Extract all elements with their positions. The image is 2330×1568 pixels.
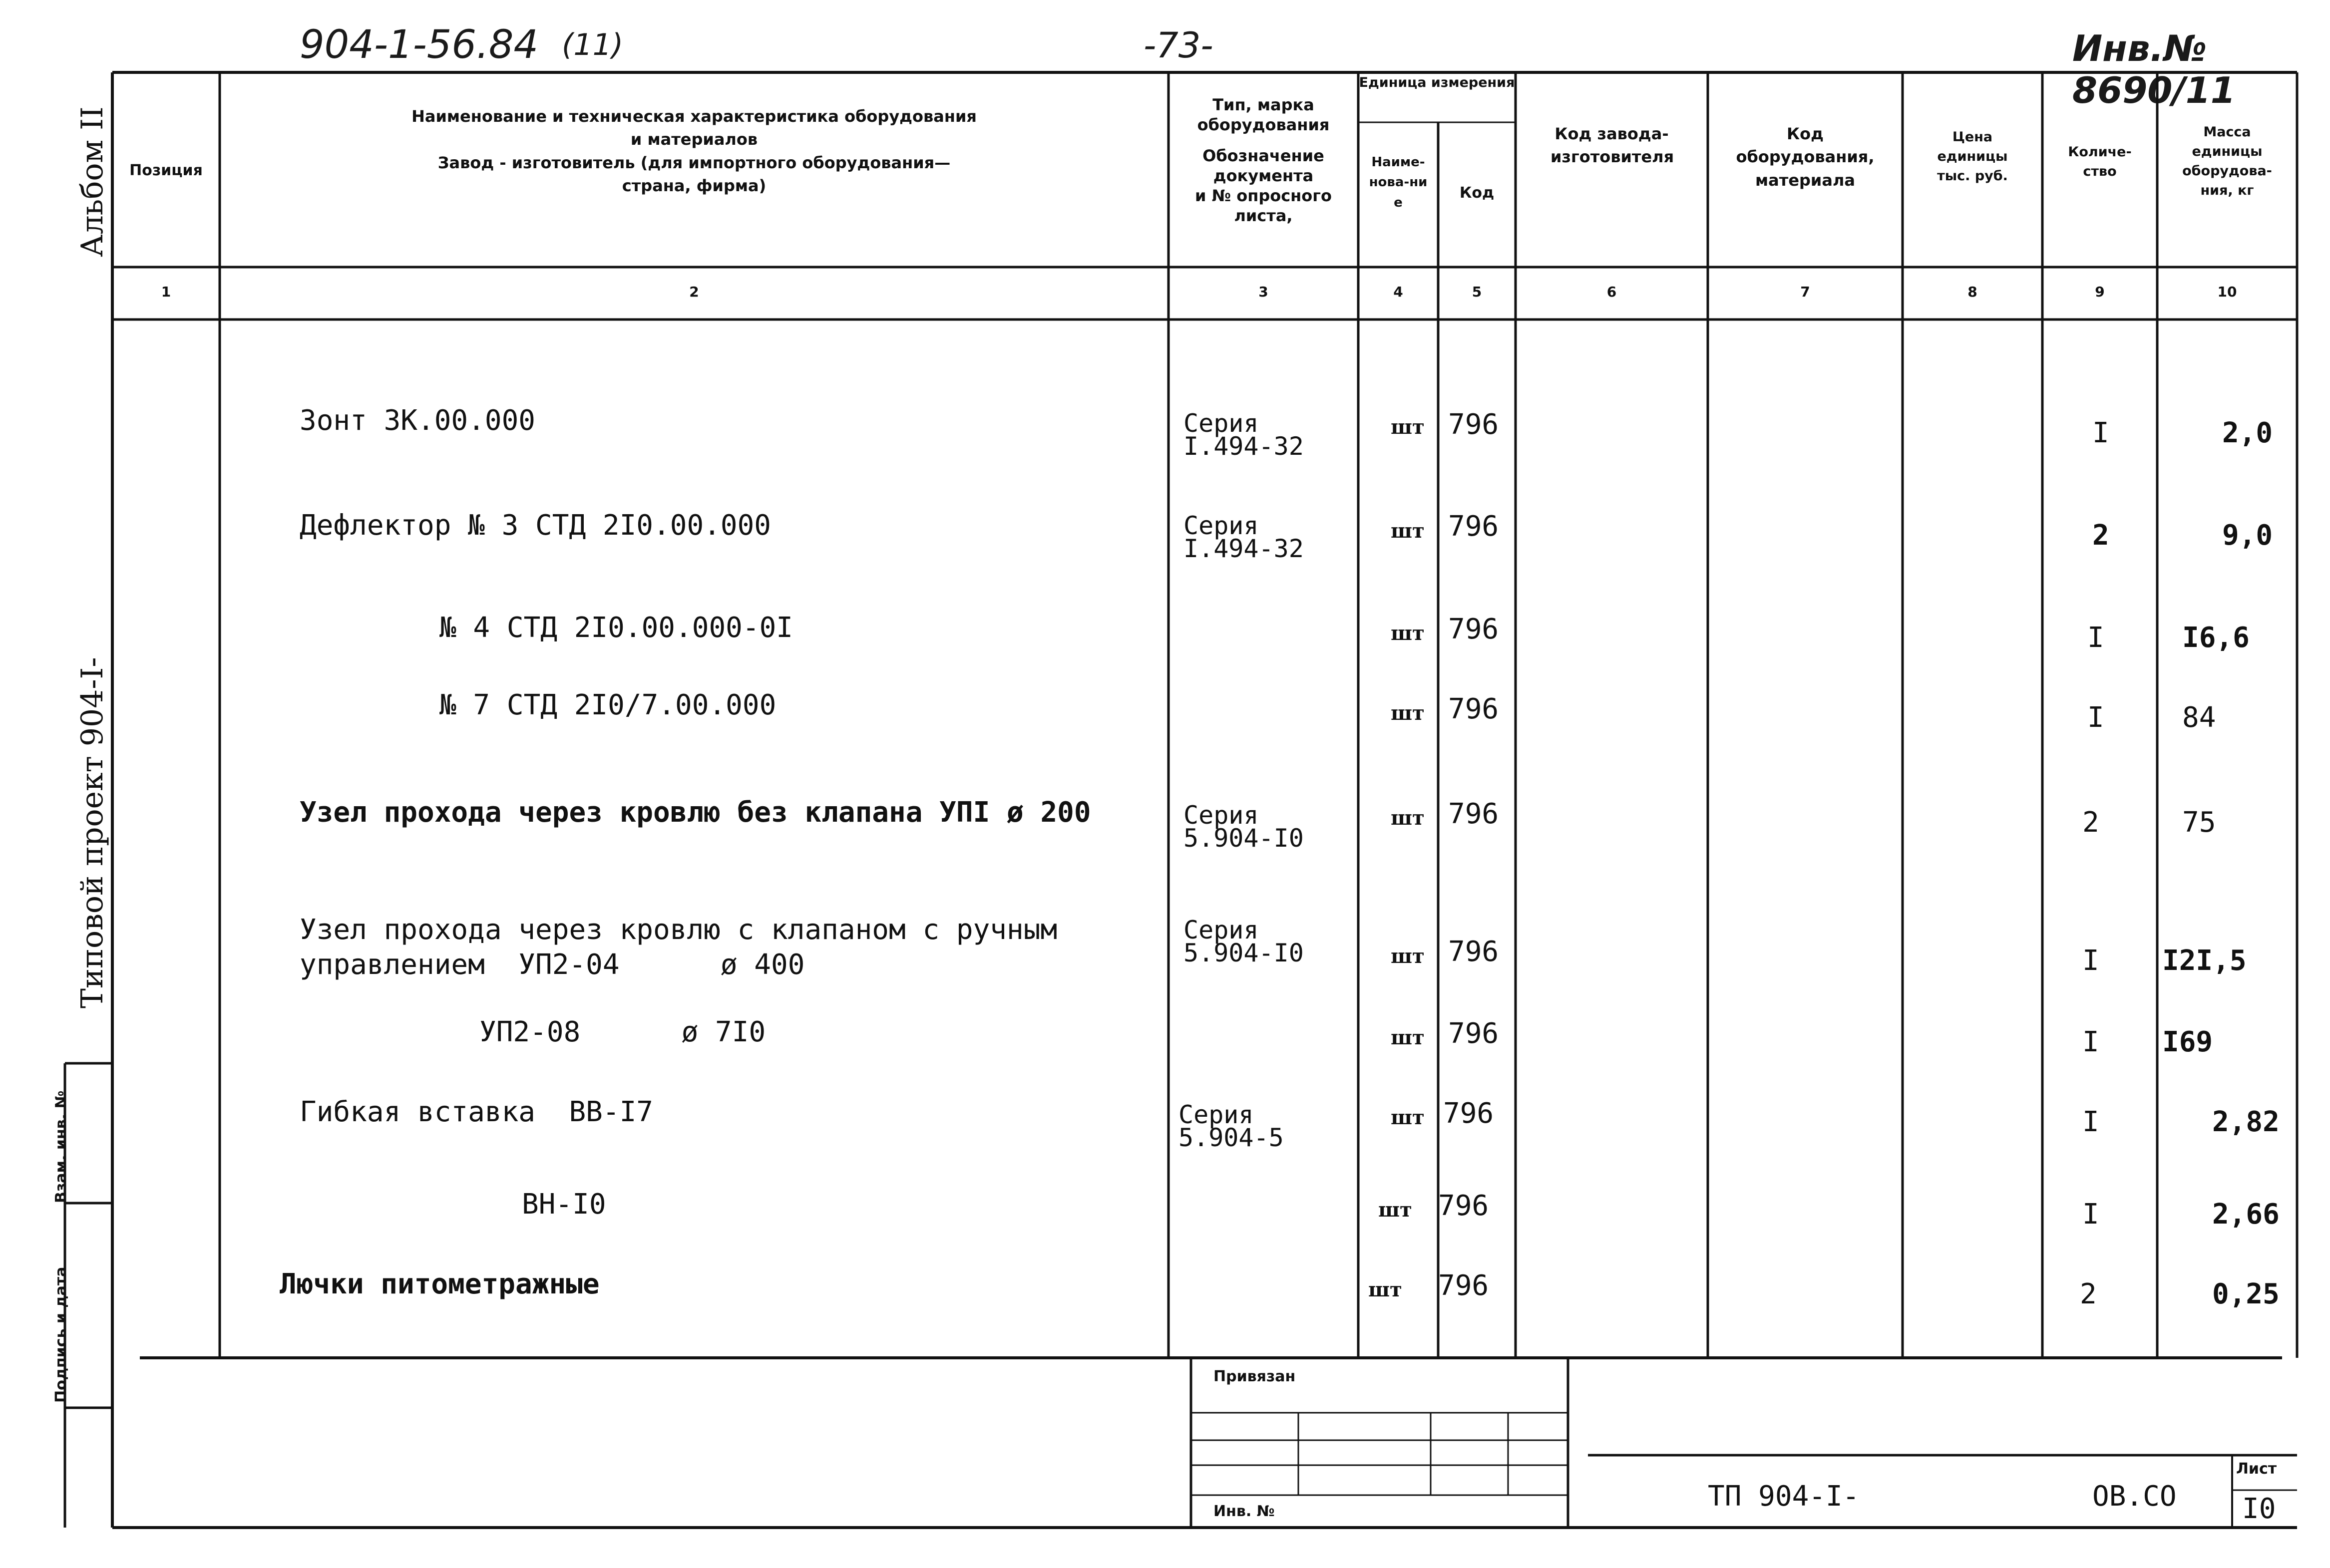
- sheet-number: I0: [2242, 1493, 2276, 1525]
- col-number-9: 9: [2095, 284, 2105, 300]
- header-name-line4: страна, фирма): [622, 176, 767, 196]
- row-5-name: Узел прохода через кровлю без клапана УПI ø 200: [300, 796, 1091, 829]
- row-1-qty: I: [2092, 417, 2109, 449]
- row-8-mass: 2,82: [2212, 1106, 2280, 1138]
- privyazan-label: Привязан: [1213, 1368, 1296, 1385]
- col-number-8: 8: [1967, 284, 1977, 300]
- row-5-unit: шт: [1391, 806, 1425, 830]
- row-9-mass: 2,66: [2212, 1198, 2280, 1231]
- section-code: ОВ.СО: [2092, 1480, 2177, 1513]
- document-part: (11): [562, 27, 624, 62]
- row-5-type: [1183, 801, 1304, 853]
- header-type-line6: листа,: [1234, 206, 1293, 225]
- row-6-qty: I: [2082, 944, 2099, 977]
- header-name-line2: и материалов: [630, 130, 758, 149]
- header-unit-name: Наиме-нова-ние: [1369, 155, 1428, 210]
- header-name-line1: Наименование и техническая характеристика оборудования: [411, 107, 977, 126]
- row-10-mass: 0,25: [2212, 1278, 2280, 1310]
- header-plant-code: Код завода-изготовителя: [1551, 124, 1674, 167]
- header-price: Цена единицы тыс. руб.: [1937, 129, 2008, 184]
- stamp-inv-label: Взам. инв. №: [52, 1090, 70, 1203]
- row-9-code: 796: [1438, 1190, 1489, 1222]
- row-1-mass: 2,0: [2222, 417, 2273, 449]
- row-4-unit: шт: [1391, 701, 1425, 725]
- col-number-10: 10: [2217, 284, 2237, 300]
- row-1-type: [1183, 409, 1304, 461]
- row-8-code: 796: [1443, 1097, 1494, 1130]
- row-6-name: Узел прохода через кровлю с клапаном с ручным: [300, 914, 1058, 946]
- row-6-unit: шт: [1391, 944, 1425, 968]
- row-2-unit: шт: [1391, 519, 1425, 543]
- row-7-code: 796: [1448, 1017, 1499, 1050]
- document-number: 904-1-56.84: [300, 22, 539, 67]
- header-position: Позиция: [129, 162, 203, 179]
- row-4-mass: 84: [2182, 701, 2216, 734]
- row-8-name: Гибкая вставка ВВ-I7: [300, 1096, 654, 1128]
- row-8-type-series: Серия: [1178, 1100, 1254, 1129]
- header-mass: Масса единицы оборудова-ния, кг: [2182, 124, 2272, 199]
- row-8-type-number: 5.904-5: [1178, 1123, 1284, 1152]
- header-type-line5: и № опросного: [1195, 186, 1332, 205]
- row-10-qty: 2: [2080, 1278, 2097, 1310]
- header-unit-code: Код: [1459, 184, 1495, 202]
- header-name: [220, 105, 1168, 198]
- row-4-code: 796: [1448, 693, 1499, 725]
- row-5-type-number: 5.904-I0: [1183, 824, 1304, 853]
- row-6-mass: I2I,5: [2162, 944, 2247, 977]
- header-type: [1168, 95, 1358, 226]
- header-type-line2: оборудования: [1197, 115, 1330, 134]
- row-6-code: 796: [1448, 936, 1499, 968]
- row-5-qty: 2: [2082, 806, 2099, 839]
- album-label: Альбом II: [75, 106, 110, 257]
- row-3-code: 796: [1448, 613, 1499, 645]
- row-5-type-series: Серия: [1183, 801, 1259, 830]
- row-6-type: [1183, 916, 1304, 967]
- row-2-name: Дефлектор № 3 СТД 2I0.00.000: [300, 509, 772, 542]
- row-7-mass: I69: [2162, 1026, 2213, 1058]
- project-code: ТП 904-I-: [1708, 1480, 1860, 1513]
- row-7-unit: шт: [1391, 1026, 1425, 1049]
- page-number: -73-: [1144, 25, 1213, 66]
- col-number-7: 7: [1800, 284, 1810, 300]
- row-8-unit: шт: [1391, 1106, 1425, 1129]
- header-name-line3: Завод - изготовитель (для импортного оборудования—: [437, 153, 951, 172]
- row-9-name: ВН-I0: [522, 1188, 606, 1221]
- col-number-4: 4: [1393, 284, 1403, 300]
- header-type-line1: Тип, марка: [1212, 95, 1314, 114]
- row-10-name: Лючки питометражные: [280, 1268, 600, 1300]
- row-2-qty: 2: [2092, 519, 2109, 552]
- row-2-type: [1183, 511, 1304, 563]
- sheet-label: Лист: [2236, 1460, 2277, 1478]
- row-4-qty: I: [2087, 701, 2104, 734]
- stamp-sign-label: Подпись и дата: [52, 1266, 70, 1403]
- row-3-name: № 4 СТД 2I0.00.000-0I: [439, 612, 793, 644]
- row-1-code: 796: [1448, 408, 1499, 441]
- row-2-type-number: I.494-32: [1183, 534, 1304, 563]
- row-6-type-series: Серия: [1183, 916, 1259, 944]
- col-number-1: 1: [161, 284, 171, 300]
- row-1-type-number: I.494-32: [1183, 432, 1304, 461]
- row-1-type-series: Серия: [1183, 409, 1259, 438]
- row-9-qty: I: [2082, 1198, 2099, 1231]
- header-type-line3: Обозначение: [1202, 146, 1324, 165]
- row-2-code: 796: [1448, 510, 1499, 543]
- row-7-name: УП2-08 ø 7I0: [479, 1016, 766, 1048]
- col-number-3: 3: [1258, 284, 1268, 300]
- header-type-line4: документа: [1213, 166, 1314, 185]
- col-number-2: 2: [689, 284, 699, 300]
- row-10-unit: шт: [1368, 1278, 1402, 1301]
- row-4-name: № 7 СТД 2I0/7.00.000: [439, 689, 777, 721]
- row-10-code: 796: [1438, 1269, 1489, 1302]
- row-2-mass: 9,0: [2222, 519, 2273, 552]
- inv-no-label: Инв. №: [1213, 1503, 1275, 1520]
- row-9-unit: шт: [1378, 1198, 1412, 1222]
- header-equipment-code: Код оборудования, материала: [1736, 124, 1875, 190]
- inventory-number: Инв.№ 8690/11: [2072, 27, 2236, 111]
- row-3-unit: шт: [1391, 622, 1425, 645]
- col-number-5: 5: [1472, 284, 1482, 300]
- row-5-code: 796: [1448, 798, 1499, 830]
- row-6-name-line2: управлением УП2-04 ø 400: [300, 948, 805, 981]
- row-6-type-number: 5.904-I0: [1183, 939, 1304, 967]
- row-8-type: [1178, 1100, 1284, 1152]
- header-quantity: Количе-ство: [2068, 144, 2132, 180]
- row-2-type-series: Серия: [1183, 511, 1259, 540]
- project-label: Типовой проект 904-I-: [75, 657, 110, 1008]
- row-5-mass: 75: [2182, 806, 2216, 839]
- row-3-qty: I: [2087, 622, 2104, 654]
- row-1-name: Зонт ЗК.00.000: [300, 404, 536, 437]
- row-1-unit: шт: [1391, 415, 1425, 439]
- col-number-6: 6: [1606, 284, 1617, 300]
- row-8-qty: I: [2082, 1106, 2099, 1138]
- row-3-mass: I6,6: [2182, 622, 2250, 654]
- row-7-qty: I: [2082, 1026, 2099, 1058]
- header-unit-group: Единица измерения: [1359, 75, 1515, 90]
